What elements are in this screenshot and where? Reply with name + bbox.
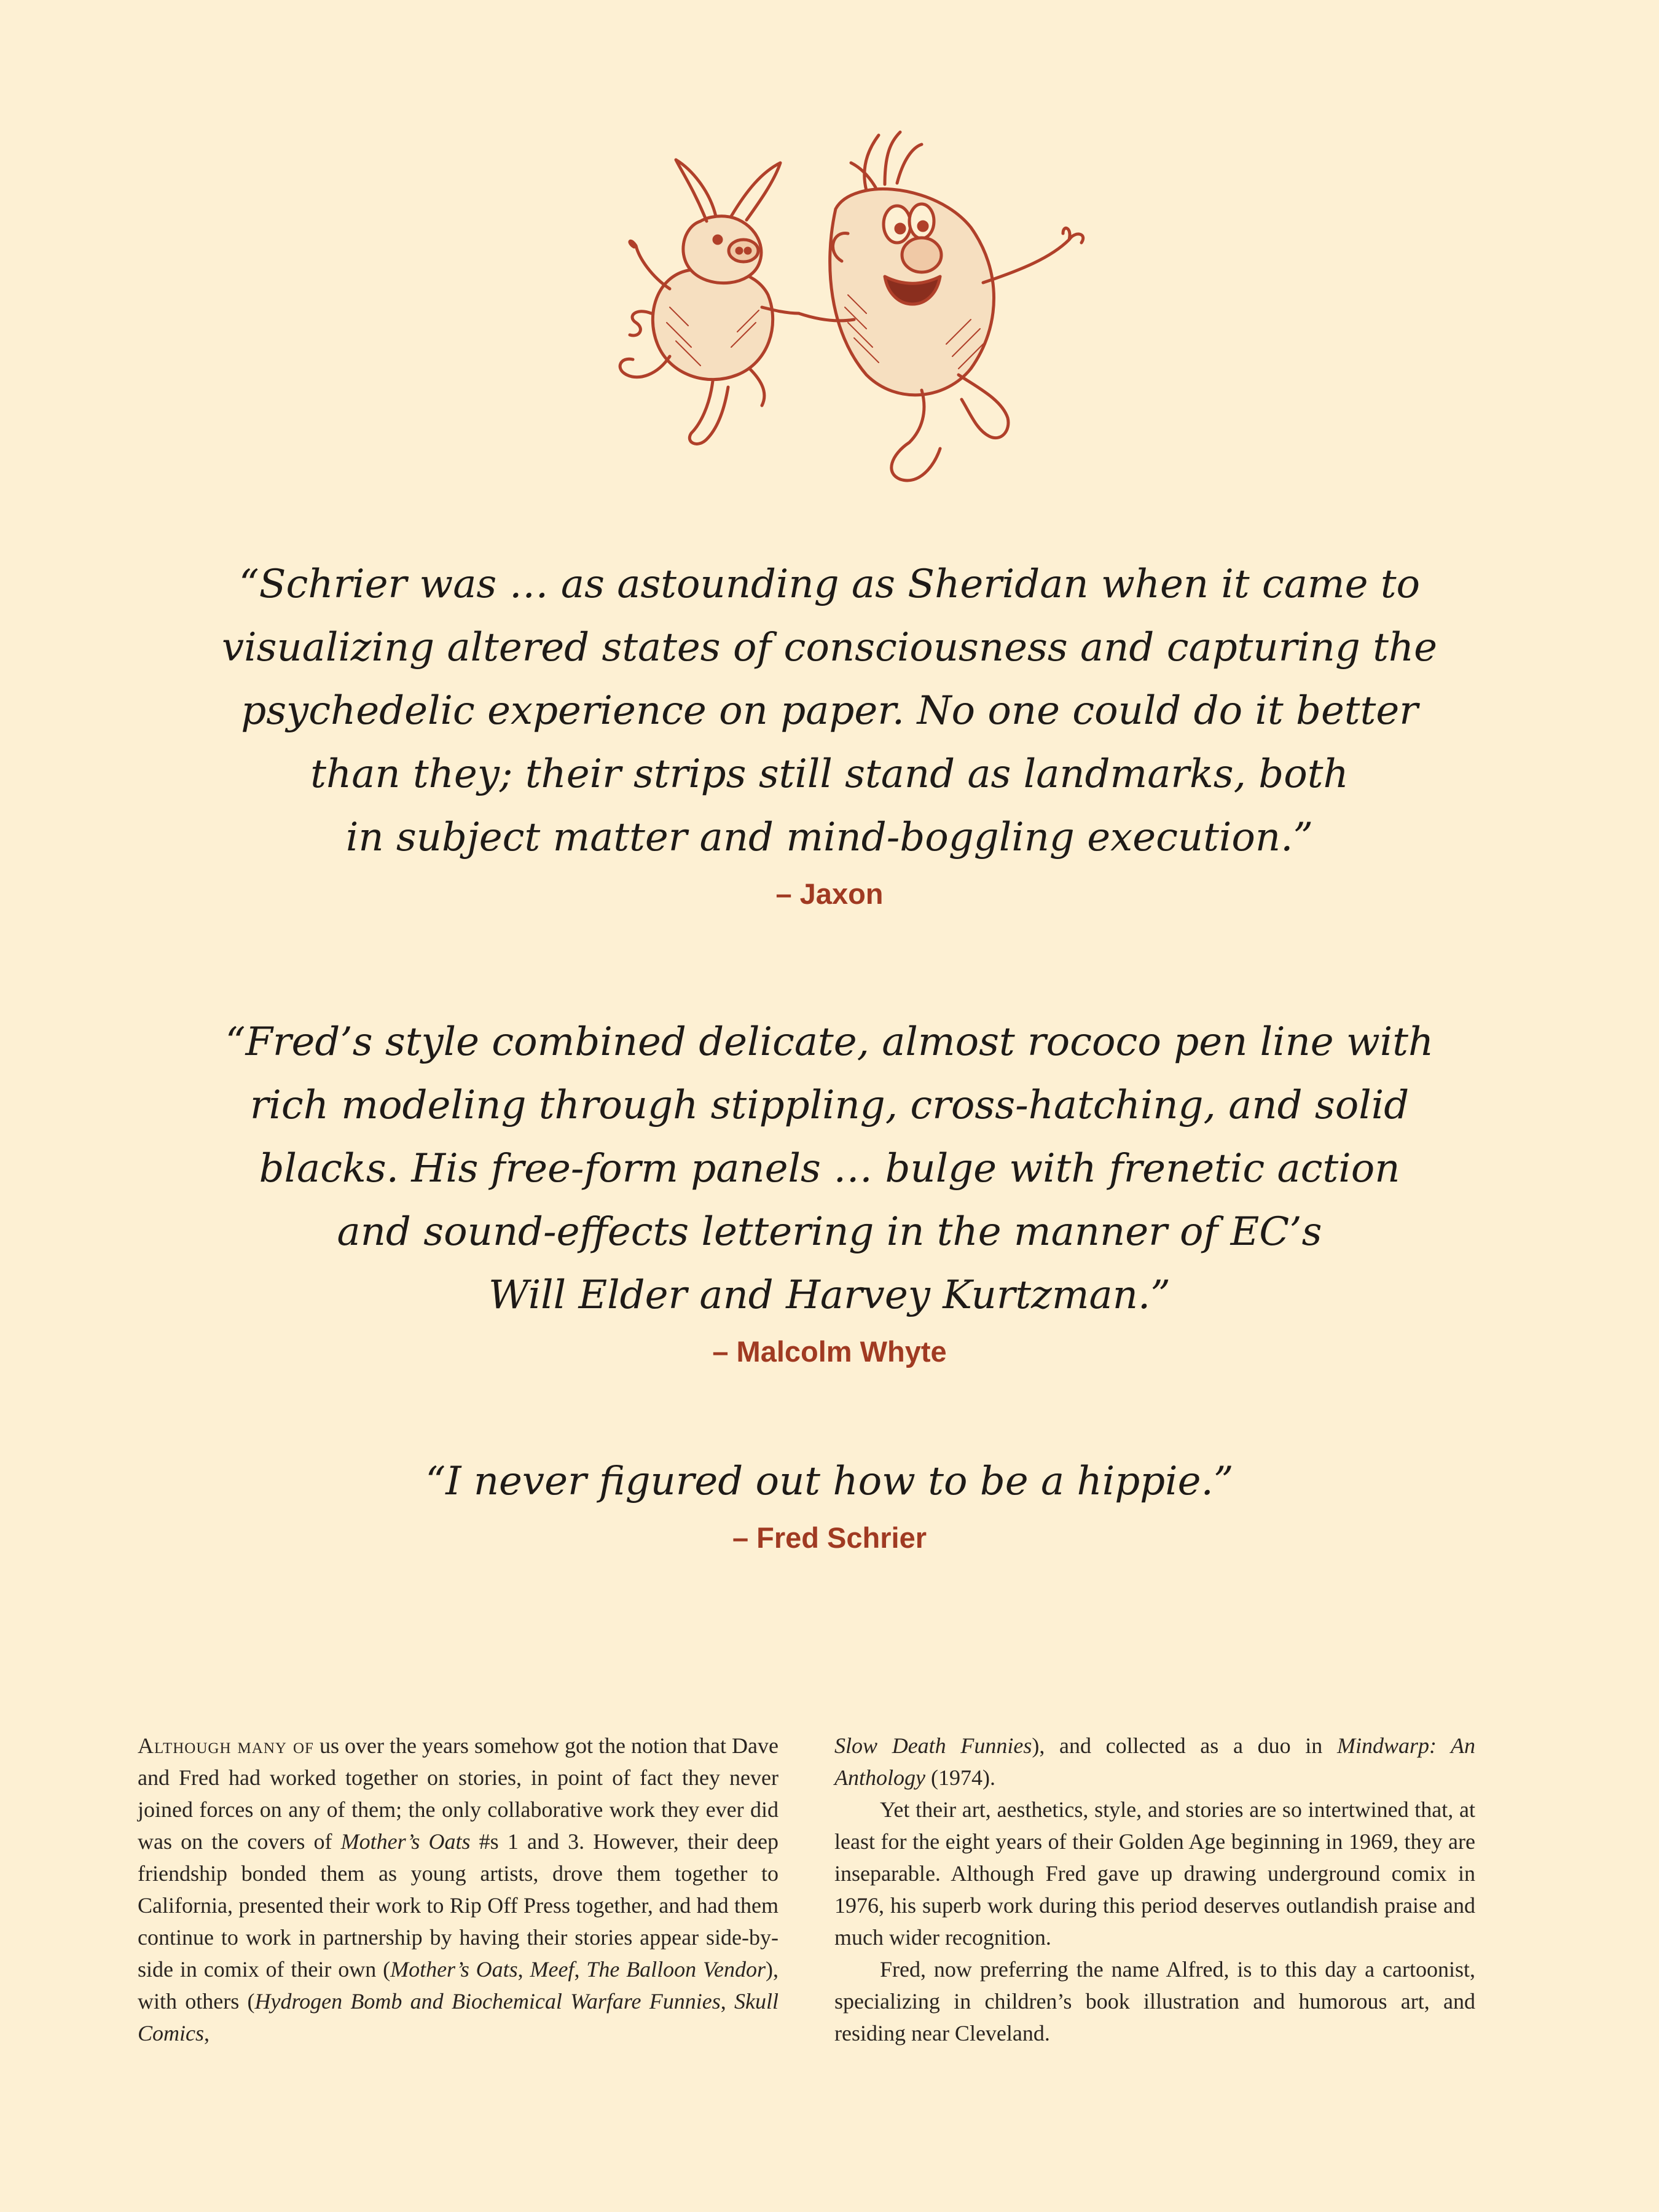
quote-block-fred-schrier (184, 1450, 1475, 1556)
body-paragraph (138, 1730, 779, 2049)
body-column-right (834, 1730, 1475, 2049)
text-run: ), and collected as a duo in (1032, 1733, 1337, 1758)
body-paragraph (834, 1730, 1475, 1794)
cartoon-illustration (578, 111, 1094, 492)
text-run: , (574, 1957, 587, 1982)
body-paragraph: Fred, now preferring the name Alfred, is to this day a cartoonist, specializing in children’s book illustration and humorous art, and residing near Cleveland. (834, 1957, 1475, 2045)
quote-line: “I never figured out how to be a hippie.” (425, 1459, 1234, 1504)
text-run: (1974). (925, 1765, 995, 1790)
quote-line: blacks. His free-form panels … bulge with frenetic action (259, 1146, 1400, 1191)
lead-in-smallcaps: Although many of (138, 1733, 314, 1758)
publication-title: Mother’s Oats (340, 1829, 471, 1854)
quote-text (184, 553, 1475, 869)
quote-line: visualizing altered states of consciousness and capturing the (221, 625, 1438, 670)
publication-title: Slow Death Funnies (834, 1733, 1032, 1758)
round-character-figure (799, 132, 1083, 480)
quote-line: psychedelic experience on paper. No one could do it better (241, 688, 1418, 734)
quote-block-jaxon (184, 553, 1475, 912)
quote-line: in subject matter and mind-boggling execution.” (345, 815, 1314, 860)
publication-title: Mindwarp: An Anthology (834, 1733, 1475, 1790)
quote-attribution: – Malcolm Whyte (712, 1335, 947, 1368)
text-run: , (517, 1957, 530, 1982)
text-run: , (204, 2021, 210, 2045)
quote-attribution: – Jaxon (775, 877, 884, 910)
quote-line: “Fred’s style combined delicate, almost rococo pen line with (225, 1019, 1434, 1065)
text-run: #s 1 and 3. However, their deep friendship bonded them as young artists, drove them together to California, presented their work to Rip Off Press together, and had them continue to work in partnership by having their stories appear side-by-side in comix of their own ( (138, 1829, 779, 1982)
text-run: ), with others ( (138, 1957, 779, 2014)
pig-figure (620, 160, 799, 444)
quote-line: “Schrier was … as astounding as Sheridan when it came to (238, 562, 1421, 607)
quote-text (184, 1450, 1475, 1513)
quote-line: and sound-effects lettering in the manner of EC’s (337, 1209, 1322, 1255)
quote-attribution: – Fred Schrier (732, 1521, 927, 1554)
quote-line: Will Elder and Harvey Kurtzman.” (488, 1273, 1171, 1318)
quote-block-malcolm-whyte (184, 1011, 1475, 1370)
publication-title: The Balloon Vendor (586, 1957, 766, 1982)
quote-line: rich modeling through stippling, cross-hatching, and solid (249, 1083, 1410, 1128)
publication-title: Mother’s Oats (390, 1957, 518, 1982)
body-column-left (138, 1730, 779, 2049)
publication-title: Skull Comics (138, 1989, 779, 2045)
publication-title: Hydrogen Bomb and Biochemical Warfare Funnies (254, 1989, 721, 2014)
quote-line: than they; their strips still stand as landmarks, both (310, 751, 1349, 797)
text-run: , (720, 1989, 735, 2014)
text-run: us over the years somehow got the notion that Dave and Fred had worked together on stories, in point of fact they never joined forces on any of them; the only collaborative work they ever did was on the covers of (138, 1733, 779, 1854)
body-paragraph: Yet their art, aesthetics, style, and stories are so intertwined that, at least for the eight years of their Golden Age beginning in 1969, they are inseparable. Although Fred gave up drawing underground comix in 1976, his superb work during this period deserves outlandish praise and much wider recognition. (834, 1797, 1475, 1950)
publication-title: Meef (530, 1957, 575, 1982)
quote-text (184, 1011, 1475, 1327)
